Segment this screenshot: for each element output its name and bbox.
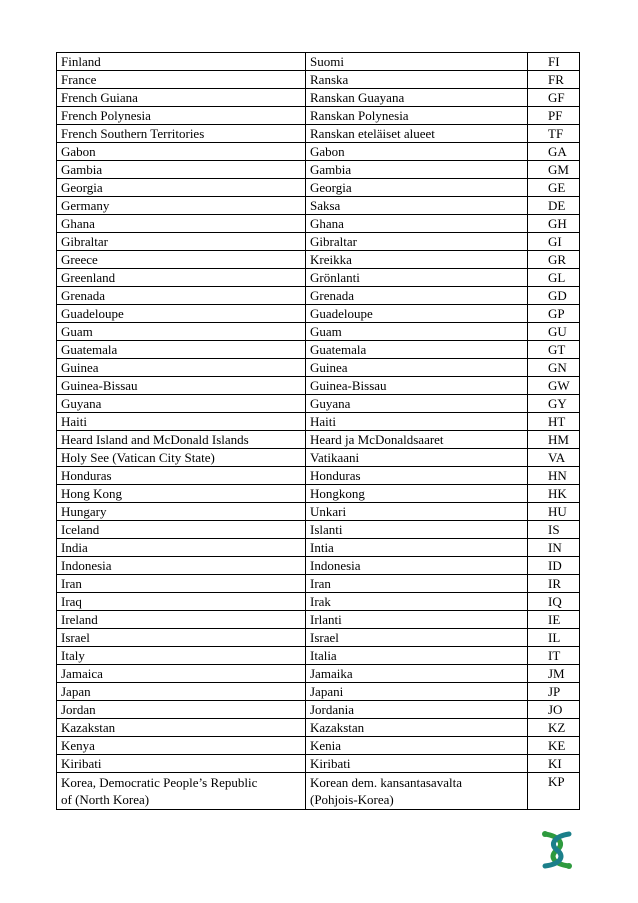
english-name-line: French Polynesia [61, 108, 151, 123]
english-name-cell [57, 665, 306, 683]
table-row [57, 89, 580, 107]
finnish-name-line: Gabon [310, 144, 345, 159]
finnish-name-line: Ghana [310, 216, 344, 231]
finnish-name-cell [306, 251, 528, 269]
table-row [57, 233, 580, 251]
table-row [57, 449, 580, 467]
english-name-cell [57, 125, 306, 143]
english-name-cell [57, 719, 306, 737]
finnish-name-cell [306, 431, 528, 449]
finnish-name-cell [306, 197, 528, 215]
english-name-cell [57, 323, 306, 341]
finnish-name-line: Ranskan eteläiset alueet [310, 126, 435, 141]
finnish-name-line: Vatikaani [310, 450, 360, 465]
english-name-cell [57, 53, 306, 71]
country-code-cell: GI [528, 233, 580, 251]
country-code-cell: JP [528, 683, 580, 701]
finnish-name-cell [306, 413, 528, 431]
table-row [57, 341, 580, 359]
finnish-name-cell [306, 449, 528, 467]
english-name-cell [57, 755, 306, 773]
country-codes-table [56, 52, 580, 810]
english-name-line: Guadeloupe [61, 306, 124, 321]
finnish-name-cell [306, 575, 528, 593]
finnish-name-line: Haiti [310, 414, 336, 429]
english-name-line: Hungary [61, 504, 107, 519]
table-row [57, 395, 580, 413]
country-code-cell: KE [528, 737, 580, 755]
table-row [57, 701, 580, 719]
table-row [57, 125, 580, 143]
country-code-cell: GU [528, 323, 580, 341]
country-code-cell: HT [528, 413, 580, 431]
table-row [57, 683, 580, 701]
english-name-line: Germany [61, 198, 110, 213]
finnish-name-cell [306, 89, 528, 107]
english-name-line: Kiribati [61, 756, 102, 771]
table-row [57, 143, 580, 161]
table-row [57, 359, 580, 377]
table-row [57, 485, 580, 503]
finnish-name-line: Jordania [310, 702, 355, 717]
english-name-line: Guinea [61, 360, 99, 375]
english-name-cell [57, 629, 306, 647]
english-name-line: Holy See (Vatican City State) [61, 450, 215, 465]
finnish-name-line: Ranskan Guayana [310, 90, 405, 105]
finnish-name-cell [306, 665, 528, 683]
finnish-name-line: Korean dem. kansantasavalta [310, 775, 462, 790]
country-code-cell: FI [528, 53, 580, 71]
country-code-cell: GT [528, 341, 580, 359]
table-row [57, 431, 580, 449]
english-name-line: Israel [61, 630, 90, 645]
table-row [57, 773, 580, 810]
english-name-cell [57, 215, 306, 233]
finnish-name-cell [306, 593, 528, 611]
country-code-cell: ID [528, 557, 580, 575]
english-name-line: France [61, 72, 97, 87]
finnish-name-cell [306, 557, 528, 575]
country-code-cell: FR [528, 71, 580, 89]
english-name-line: Guam [61, 324, 93, 339]
table-row [57, 557, 580, 575]
english-name-cell [57, 269, 306, 287]
english-name-line: of (North Korea) [61, 792, 150, 807]
english-name-cell [57, 647, 306, 665]
country-code-cell: GN [528, 359, 580, 377]
english-name-cell [57, 467, 306, 485]
english-name-cell [57, 557, 306, 575]
country-code-cell: VA [528, 449, 580, 467]
finnish-name-cell [306, 233, 528, 251]
english-name-cell [57, 539, 306, 557]
english-name-cell [57, 341, 306, 359]
table-row [57, 647, 580, 665]
finnish-name-cell [306, 611, 528, 629]
finnish-name-line: Guyana [310, 396, 351, 411]
finnish-name-line: Irlanti [310, 612, 342, 627]
country-code-cell: JO [528, 701, 580, 719]
table-row [57, 575, 580, 593]
table-row [57, 503, 580, 521]
finnish-name-line: Irak [310, 594, 331, 609]
english-name-line: Haiti [61, 414, 87, 429]
table-row [57, 53, 580, 71]
finnish-name-line: Unkari [310, 504, 347, 519]
english-name-line: Indonesia [61, 558, 112, 573]
english-name-line: Heard Island and McDonald Islands [61, 432, 249, 447]
finnish-name-line: Intia [310, 540, 334, 555]
english-name-line: Jamaica [61, 666, 103, 681]
finnish-name-line: Guatemala [310, 342, 367, 357]
country-code-cell: JM [528, 665, 580, 683]
english-name-line: French Southern Territories [61, 126, 205, 141]
country-code-cell: GL [528, 269, 580, 287]
english-name-cell [57, 683, 306, 701]
finnish-name-cell [306, 503, 528, 521]
country-code-cell: HM [528, 431, 580, 449]
finnish-name-cell [306, 539, 528, 557]
english-name-line: Iran [61, 576, 82, 591]
finnish-name-line: Italia [310, 648, 337, 663]
table-row [57, 665, 580, 683]
english-name-cell [57, 773, 306, 810]
country-code-cell: GD [528, 287, 580, 305]
finnish-name-line: Grenada [310, 288, 355, 303]
table-row [57, 719, 580, 737]
finnish-name-line: Japani [310, 684, 344, 699]
finnish-name-cell [306, 683, 528, 701]
english-name-cell [57, 71, 306, 89]
finnish-name-cell [306, 395, 528, 413]
english-name-line: Gambia [61, 162, 103, 177]
english-name-line: French Guiana [61, 90, 138, 105]
english-name-cell [57, 251, 306, 269]
country-code-cell: HN [528, 467, 580, 485]
finnish-name-line: (Pohjois-Korea) [310, 792, 394, 807]
english-name-line: Kenya [61, 738, 95, 753]
table-row [57, 287, 580, 305]
english-name-cell [57, 521, 306, 539]
finnish-name-line: Gibraltar [310, 234, 357, 249]
english-name-cell [57, 305, 306, 323]
english-name-line: Korea, Democratic People’s Republic [61, 775, 258, 790]
english-name-cell [57, 107, 306, 125]
finnish-name-cell [306, 629, 528, 647]
table-row [57, 377, 580, 395]
table-row [57, 179, 580, 197]
country-code-cell: GF [528, 89, 580, 107]
english-name-cell [57, 359, 306, 377]
english-name-line: Guyana [61, 396, 102, 411]
table-row [57, 755, 580, 773]
country-code-cell: IQ [528, 593, 580, 611]
english-name-line: Kazakstan [61, 720, 116, 735]
english-name-line: Guatemala [61, 342, 118, 357]
finnish-name-cell [306, 755, 528, 773]
english-name-line: Ghana [61, 216, 95, 231]
english-name-line: Iraq [61, 594, 82, 609]
english-name-line: Gabon [61, 144, 96, 159]
country-code-cell: GA [528, 143, 580, 161]
finnish-name-line: Kreikka [310, 252, 352, 267]
table-row [57, 215, 580, 233]
finnish-name-cell [306, 773, 528, 810]
english-name-cell [57, 503, 306, 521]
finnish-name-cell [306, 485, 528, 503]
english-name-cell [57, 413, 306, 431]
table-row [57, 737, 580, 755]
finnish-name-line: Ranska [310, 72, 349, 87]
finnish-name-line: Kenia [310, 738, 342, 753]
table-row [57, 305, 580, 323]
finnish-name-cell [306, 161, 528, 179]
finnish-name-line: Gambia [310, 162, 352, 177]
finnish-name-cell [306, 107, 528, 125]
finnish-name-line: Indonesia [310, 558, 361, 573]
english-name-line: Iceland [61, 522, 100, 537]
finnish-name-cell [306, 323, 528, 341]
english-name-cell [57, 611, 306, 629]
english-name-cell [57, 701, 306, 719]
finnish-name-cell [306, 521, 528, 539]
finnish-name-line: Guadeloupe [310, 306, 373, 321]
table-row [57, 629, 580, 647]
english-name-cell [57, 449, 306, 467]
english-name-cell [57, 485, 306, 503]
table-row [57, 107, 580, 125]
english-name-cell [57, 431, 306, 449]
english-name-line: Hong Kong [61, 486, 123, 501]
finnish-name-line: Heard ja McDonaldsaaret [310, 432, 444, 447]
finnish-name-line: Kazakstan [310, 720, 365, 735]
english-name-cell [57, 179, 306, 197]
country-code-cell: PF [528, 107, 580, 125]
country-code-cell: DE [528, 197, 580, 215]
finnish-name-line: Honduras [310, 468, 361, 483]
english-name-cell [57, 161, 306, 179]
english-name-line: Honduras [61, 468, 112, 483]
country-code-cell: IE [528, 611, 580, 629]
country-code-cell: KZ [528, 719, 580, 737]
country-code-cell: GY [528, 395, 580, 413]
english-name-cell [57, 395, 306, 413]
finnish-name-cell [306, 125, 528, 143]
finnish-name-cell [306, 377, 528, 395]
finnish-name-cell [306, 305, 528, 323]
table-row [57, 323, 580, 341]
english-name-line: Finland [61, 54, 101, 69]
finnish-name-line: Ranskan Polynesia [310, 108, 409, 123]
english-name-line: India [61, 540, 88, 555]
finnish-name-line: Suomi [310, 54, 344, 69]
finnish-name-line: Kiribati [310, 756, 351, 771]
table-row [57, 413, 580, 431]
table-row [57, 161, 580, 179]
english-name-line: Gibraltar [61, 234, 108, 249]
finnish-name-line: Guinea [310, 360, 348, 375]
english-name-cell [57, 287, 306, 305]
country-code-cell: HK [528, 485, 580, 503]
english-name-cell [57, 143, 306, 161]
finnish-name-cell [306, 341, 528, 359]
country-code-cell: TF [528, 125, 580, 143]
english-name-cell [57, 197, 306, 215]
english-name-cell [57, 377, 306, 395]
finnish-name-cell [306, 359, 528, 377]
country-code-cell: IR [528, 575, 580, 593]
finnish-name-line: Georgia [310, 180, 352, 195]
table-row [57, 539, 580, 557]
finnish-name-line: Guam [310, 324, 342, 339]
finnish-name-cell [306, 287, 528, 305]
table-row [57, 197, 580, 215]
english-name-cell [57, 89, 306, 107]
finnish-name-line: Hongkong [310, 486, 365, 501]
finnish-name-cell [306, 215, 528, 233]
english-name-line: Italy [61, 648, 85, 663]
table-body [57, 53, 580, 810]
english-name-line: Japan [61, 684, 91, 699]
finnish-name-cell [306, 647, 528, 665]
country-code-cell: IT [528, 647, 580, 665]
table-row [57, 521, 580, 539]
finnish-name-cell [306, 701, 528, 719]
country-code-cell: HU [528, 503, 580, 521]
english-name-line: Ireland [61, 612, 98, 627]
table-row [57, 251, 580, 269]
english-name-line: Grenada [61, 288, 106, 303]
finnish-name-cell [306, 179, 528, 197]
finnish-name-line: Grönlanti [310, 270, 360, 285]
finnish-name-cell [306, 269, 528, 287]
green-helix-logo-icon [535, 828, 579, 872]
finnish-name-line: Jamaika [310, 666, 353, 681]
english-name-cell [57, 233, 306, 251]
finnish-name-cell [306, 143, 528, 161]
country-code-cell: GE [528, 179, 580, 197]
table-row [57, 611, 580, 629]
english-name-line: Georgia [61, 180, 103, 195]
table-row [57, 467, 580, 485]
finnish-name-line: Israel [310, 630, 339, 645]
country-code-cell: IN [528, 539, 580, 557]
finnish-name-line: Iran [310, 576, 331, 591]
table-row [57, 269, 580, 287]
finnish-name-cell [306, 467, 528, 485]
english-name-line: Greece [61, 252, 98, 267]
country-code-cell: IS [528, 521, 580, 539]
table-row [57, 71, 580, 89]
table-row [57, 593, 580, 611]
country-code-cell: GP [528, 305, 580, 323]
finnish-name-line: Saksa [310, 198, 341, 213]
finnish-name-line: Guinea-Bissau [310, 378, 387, 393]
country-code-cell: KI [528, 755, 580, 773]
finnish-name-line: Islanti [310, 522, 343, 537]
country-code-cell: IL [528, 629, 580, 647]
english-name-cell [57, 737, 306, 755]
finnish-name-cell [306, 53, 528, 71]
english-name-cell [57, 593, 306, 611]
finnish-name-cell [306, 737, 528, 755]
finnish-name-cell [306, 71, 528, 89]
country-code-cell: GW [528, 377, 580, 395]
country-code-cell: KP [528, 773, 580, 810]
finnish-name-cell [306, 719, 528, 737]
country-code-cell: GH [528, 215, 580, 233]
english-name-line: Jordan [61, 702, 96, 717]
country-code-cell: GM [528, 161, 580, 179]
english-name-line: Greenland [61, 270, 116, 285]
english-name-line: Guinea-Bissau [61, 378, 138, 393]
english-name-cell [57, 575, 306, 593]
country-code-cell: GR [528, 251, 580, 269]
